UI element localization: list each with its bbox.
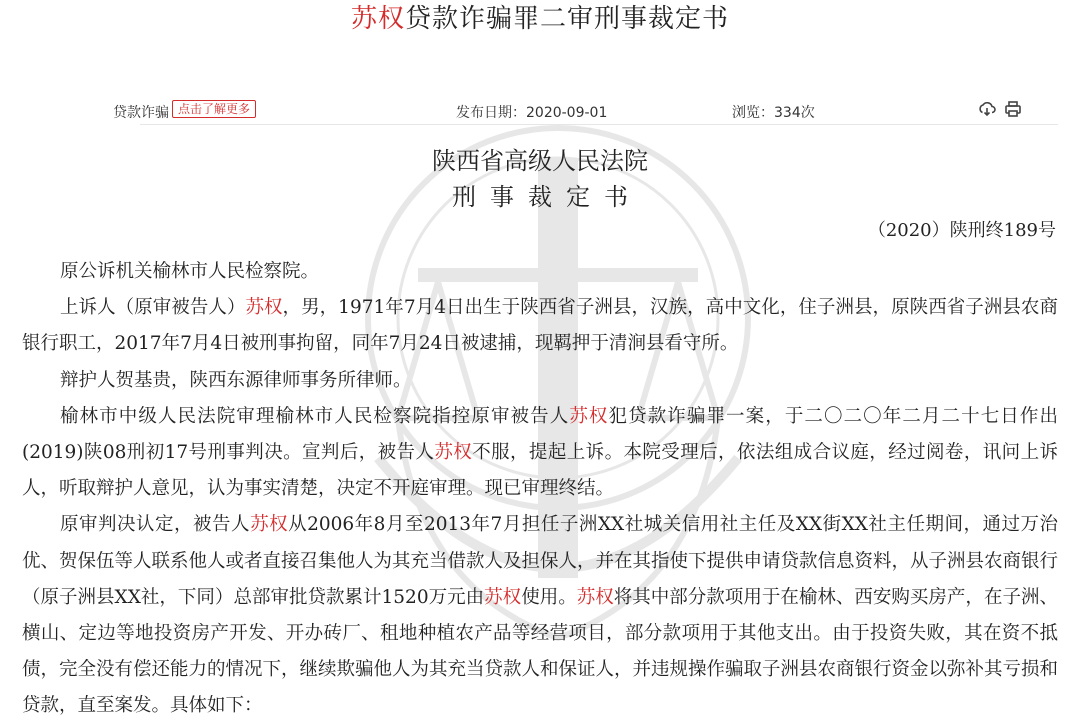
highlighted-name: 苏权 [250, 514, 289, 536]
paragraph-text: 从2006年8月至2013年7月担任子洲XX社城关信用社主任及XX街XX社主任期间，通过万治优、贺保伍等人联系他人或者直接召集他人为其充当借款人及担保人，并在其指使下提供申请贷款信息资料，从子洲县农商银行（原子洲县XX社，下同）总部审批贷款累计1520万元由 [22, 514, 1059, 608]
view-count: 浏览：334次 [732, 105, 815, 121]
paragraph [22, 363, 1058, 399]
paragraph [22, 507, 1058, 724]
paragraph-text: 榆林市中级人民法院审理榆林市人民检察院指控原审被告人 [60, 405, 570, 427]
paragraph-text: 使用。 [521, 586, 577, 608]
highlighted-name: 苏权 [576, 586, 614, 608]
paragraph-text: 原公诉机关榆林市人民检察院。 [60, 261, 320, 282]
paragraph-text: ，男，1971年7月4日出生于陕西省子洲县，汉族，高中文化，住子洲县，原陕西省子洲县农商银行职工，2017年7月4日被刑事拘留，同年7月24日被逮捕，现羁押于清涧县看守所。 [22, 297, 1058, 355]
paragraph-text: 犯贷款诈骗罪一案，于二〇二〇年二月二十七日作出(2019)陕08刑初17号刑事判决。宣判后，被告人 [22, 405, 1058, 464]
title-rest: 贷款诈骗罪二审刑事裁定书 [405, 4, 730, 34]
paragraph [22, 399, 1058, 508]
court-name: 陕西省高级人民法院 [432, 147, 648, 175]
document-body [22, 254, 1058, 725]
category-label: 贷款诈骗 [113, 105, 169, 121]
highlighted-name: 苏权 [484, 586, 522, 608]
action-icons [978, 100, 1022, 118]
learn-more-button[interactable]: 点击了解更多 [172, 100, 256, 118]
print-icon[interactable] [1004, 100, 1022, 118]
case-number: （2020）陕刑终189号 [867, 220, 1056, 241]
highlighted-name: 苏权 [569, 405, 609, 427]
publish-date: 发布日期：2020-09-01 [456, 105, 608, 121]
title-highlight: 苏权 [350, 4, 405, 34]
paragraph-text: 将其中部分款项用于在榆林、西安购买房产，在子洲、横山、定边等地投资房产开发、开办砖厂、租地种植农产品等经营项目，部分款项用于其他支出。由于投资失败，其在资不抵债，完全没有偿还能力的情况下，继续欺骗他人为其充当贷款人和保证人，并违规操作骗取子洲县农商银行资金以弥补其亏损和贷款，直至案发。具体如下： [22, 586, 1059, 717]
paragraph [22, 254, 1058, 290]
paragraph-text: 上诉人（原审被告人） [60, 297, 246, 319]
paragraph [22, 290, 1058, 362]
paragraph-text: 不服，提起上诉。本院受理后，依法组成合议庭，经过阅卷，讯问上诉人，听取辩护人意见，认为事实清楚，决定不开庭审理。现已审理终结。 [22, 442, 1058, 500]
document-type: 刑事裁定书 [452, 183, 642, 211]
paragraph-text: 辩护人贺基贵，陕西东源律师事务所律师。 [60, 369, 412, 391]
highlighted-name: 苏权 [434, 442, 473, 464]
highlighted-name: 苏权 [245, 297, 283, 319]
paragraph-text: 原审判决认定，被告人 [60, 514, 251, 536]
download-icon[interactable] [978, 100, 996, 118]
page-title [0, 2, 1080, 36]
